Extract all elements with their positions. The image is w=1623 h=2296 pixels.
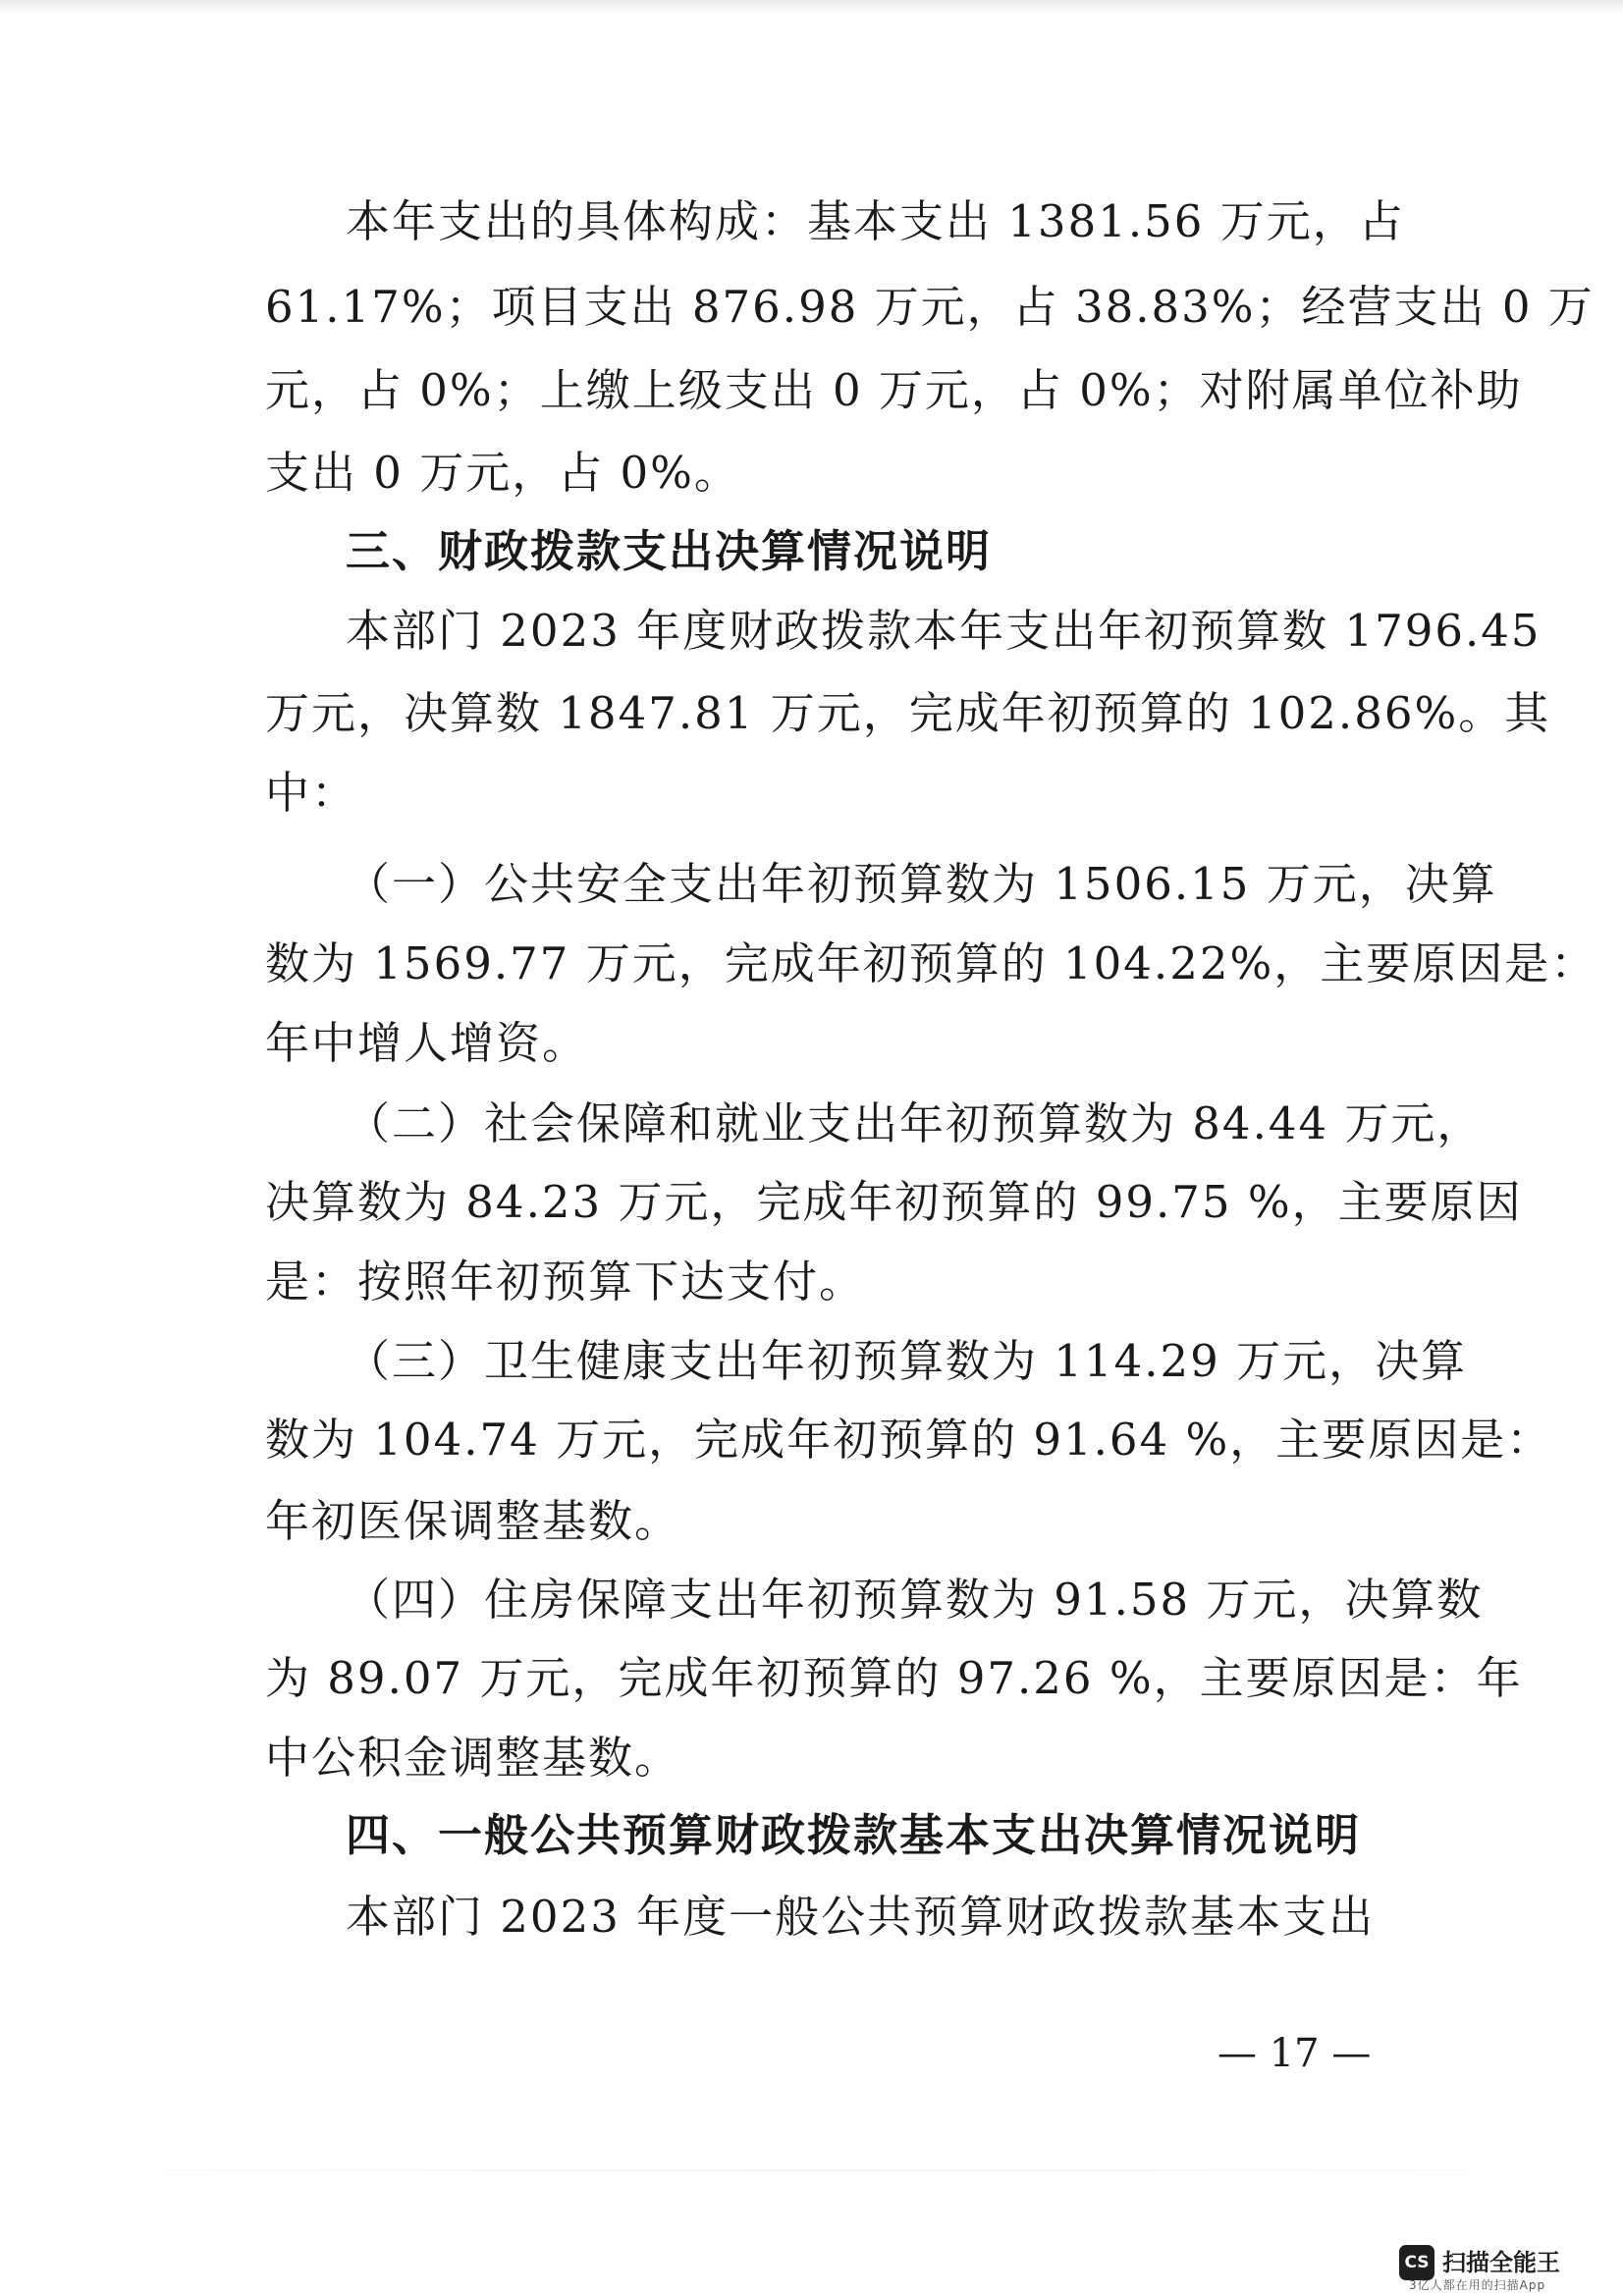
paragraph-line: 本部门 2023 年度财政拨款本年支出年初预算数 1796.45 [346,605,1542,657]
paragraph-line: 本年支出的具体构成：基本支出 1381.56 万元，占 [346,195,1405,247]
paragraph-line: 年中增人增资。 [265,1017,589,1069]
paragraph-line: 元，占 0%；上缴上级支出 0 万元，占 0%；对附属单位补助 [265,364,1523,416]
scanner-watermark [1399,2243,1596,2292]
section-heading: 三、财政拨款支出决算情况说明 [346,525,993,577]
watermark-slogan: 3亿人都在用的扫描App [1409,2278,1546,2292]
paragraph-line: 本部门 2023 年度一般公共预算财政拨款基本支出 [346,1891,1376,1943]
watermark-app-name: 扫描全能王 [1442,2249,1560,2276]
paragraph-line: 数为 104.74 万元，完成年初预算的 91.64 %，主要原因是： [265,1414,1553,1466]
paragraph-line: 万元，决算数 1847.81 万元，完成年初预算的 102.86%。其 [265,687,1551,739]
scan-top-shading [0,0,1623,14]
paragraph-line: 为 89.07 万元，完成年初预算的 97.26 %，主要原因是：年 [265,1652,1523,1704]
paragraph-line: 决算数为 84.23 万元，完成年初预算的 99.75 %，主要原因 [265,1176,1523,1228]
page-edge-shadow [29,2169,1600,2171]
section-heading: 四、一般公共预算财政拨款基本支出决算情况说明 [346,1809,1362,1861]
paragraph-line: （一）公共安全支出年初预算数为 1506.15 万元，决算 [346,858,1497,910]
paragraph-line: 中： [265,767,358,819]
paragraph-line: （四）住房保障支出年初预算数为 91.58 万元，决算数 [346,1574,1484,1626]
paragraph-line: （二）社会保障和就业支出年初预算数为 84.44 万元， [346,1097,1484,1149]
paragraph-line: 中公积金调整基数。 [265,1732,681,1784]
camscanner-logo-icon: CS [1399,2245,1434,2280]
paragraph-line: （三）卫生健康支出年初预算数为 114.29 万元，决算 [346,1335,1468,1387]
paragraph-line: 是：按照年初预算下达支付。 [265,1255,866,1308]
paragraph-line: 支出 0 万元，占 0%。 [265,447,740,499]
paragraph-line: 年初医保调整基数。 [265,1495,681,1547]
page-number: — 17 — [1217,2031,1372,2076]
paragraph-line: 数为 1569.77 万元，完成年初预算的 104.22%，主要原因是： [265,937,1597,989]
paragraph-line: 61.17%；项目支出 876.98 万元，占 38.83%；经营支出 0 万 [265,281,1595,333]
